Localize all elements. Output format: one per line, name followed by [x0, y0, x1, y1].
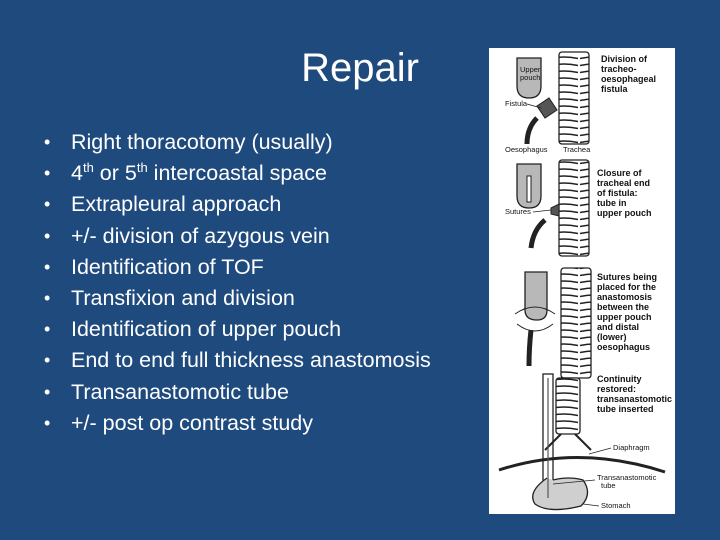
diaphragm-shape — [499, 457, 665, 472]
oesophagus-shape — [531, 220, 545, 248]
oesophagus-label: Oesophagus — [505, 145, 548, 154]
tube-shape — [527, 176, 531, 202]
stomach-shape — [533, 478, 588, 510]
bullet-superscript: th — [136, 160, 148, 176]
panel-continuity-restored — [499, 374, 675, 510]
tube-label: Transanastomotic tube — [597, 473, 657, 490]
bullet-item — [44, 283, 431, 314]
panel1-caption: Division of tracheo- oesophageal fistula — [601, 54, 657, 94]
bullet-dot: • — [44, 163, 51, 184]
diagram-svg — [489, 48, 675, 514]
bullet-superscript: th — [82, 160, 94, 176]
bullet-text: 4 — [71, 161, 83, 186]
bullet-item — [44, 189, 431, 220]
bullet-text: +/- post op contrast study — [71, 410, 314, 435]
bullet-item — [44, 345, 431, 376]
bullet-item — [44, 408, 431, 439]
upper-pouch-label: Upper pouch — [520, 65, 541, 82]
fistula-label: Fistula — [505, 99, 528, 108]
sutures-label: Sutures — [505, 207, 531, 216]
panel-division-fistula — [505, 52, 659, 154]
bullet-text: Right thoracotomy (usually) — [71, 130, 333, 154]
bullet-dot: • — [44, 350, 51, 371]
trachea-shape — [559, 52, 589, 144]
trachea-shape — [561, 268, 591, 378]
panel-closure-tracheal-end — [505, 160, 653, 256]
bullet-list — [44, 127, 431, 439]
bullet-dot: • — [44, 381, 51, 402]
trachea-shape — [559, 160, 589, 256]
bullet-dot: • — [44, 412, 51, 433]
tof-repair-diagram — [489, 48, 675, 514]
bullet-dot: • — [44, 194, 51, 215]
bullet-text: Transanastomotic tube — [71, 379, 289, 404]
bullet-text: End to end full thickness anastomosis — [71, 348, 431, 373]
trachea-label: Trachea — [563, 145, 591, 154]
slide-title: Repair — [301, 46, 419, 90]
bullet-item — [44, 377, 431, 408]
bullet-text: Identification of TOF — [71, 254, 264, 279]
bullet-text: intercoastal space — [147, 161, 327, 186]
oesophagus-shape — [529, 330, 531, 366]
stomach-label: Stomach — [601, 501, 631, 510]
upper-pouch-shape — [525, 272, 547, 320]
bullet-text: +/- division of azygous vein — [71, 223, 330, 248]
panel3-caption: Sutures being placed for the anastomosis between the upper pouch and distal (lower) oesophagus — [597, 272, 658, 352]
bullet-item — [44, 252, 431, 283]
panel4-caption: Continuity restored: transanastomotic tube inserted — [597, 374, 673, 414]
bullet-dot: • — [44, 132, 51, 152]
bullet-item — [44, 127, 431, 158]
bullet-text: Extrapleural approach — [71, 192, 282, 217]
bullet-dot: • — [44, 319, 51, 340]
bullet-item — [44, 314, 431, 345]
diaphragm-label: Diaphragm — [613, 443, 650, 452]
panel-anastomosis-sutures — [515, 268, 660, 378]
oesophagus-shape — [527, 118, 537, 144]
bullet-dot: • — [44, 288, 51, 309]
bullet-text: Identification of upper pouch — [71, 317, 342, 342]
bullet-item — [44, 158, 431, 189]
bullet-dot: • — [44, 256, 51, 277]
panel2-caption: Closure of tracheal end of fistula: tube in upper pouch — [597, 168, 652, 218]
trachea-shape — [556, 378, 580, 434]
bullet-item — [44, 221, 431, 252]
bullet-text: or 5 — [93, 161, 137, 186]
bullet-dot: • — [44, 225, 51, 246]
bullet-text: Transfixion and division — [71, 286, 295, 311]
